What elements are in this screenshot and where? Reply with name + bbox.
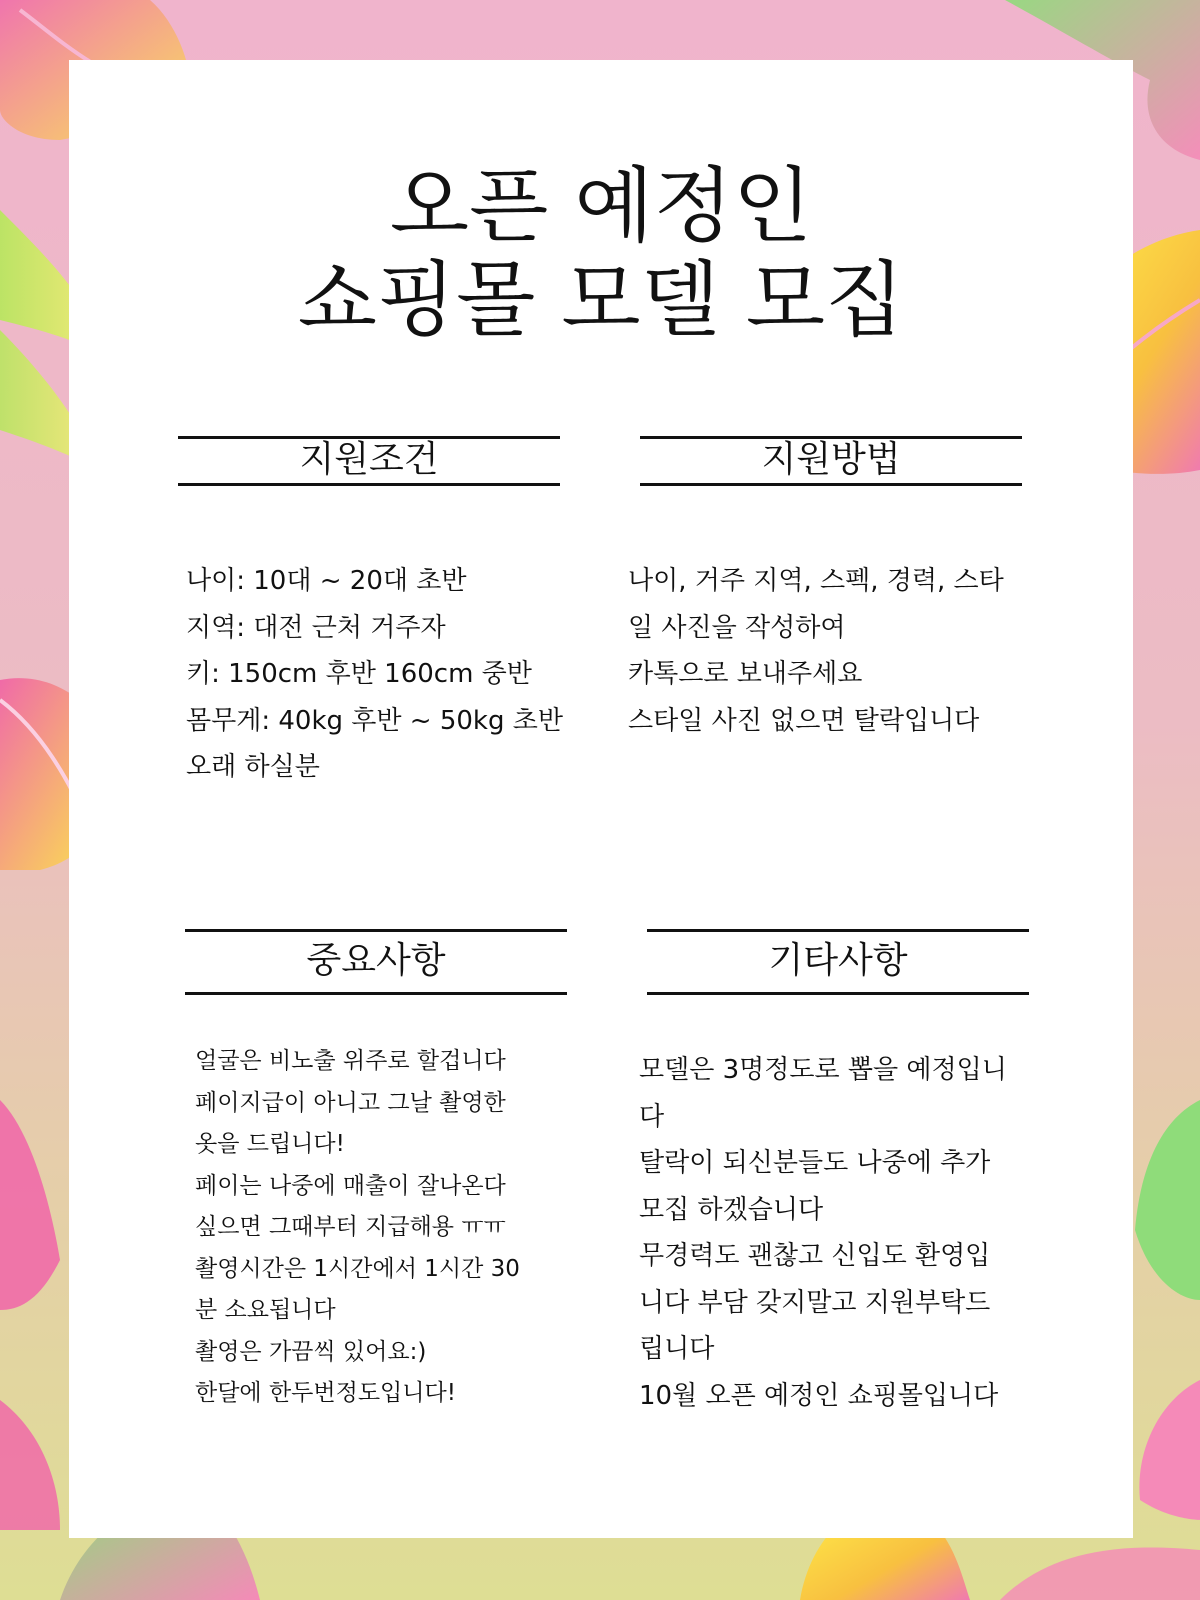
body-line: 옷을 드립니다! — [195, 1131, 345, 1157]
section-heading: 지원조건 — [178, 436, 560, 486]
body-line: 촬영은 가끔씩 있어요:) — [195, 1338, 427, 1365]
title-line-2: 쇼핑몰 모델 모집 — [297, 253, 905, 348]
section-application-method — [628, 436, 1022, 736]
body-line: 10월 오픈 예정인 쇼핑몰입니다 — [639, 1380, 999, 1411]
section-important-notes — [185, 929, 567, 1406]
body-line: 일 사진을 작성하여 — [628, 612, 846, 643]
body-line: 모집 하겠습니다 — [639, 1194, 824, 1225]
body-line: 촬영시간은 1시간에서 1시간 30 — [195, 1255, 520, 1282]
body-line: 페이지급이 아니고 그날 촬영한 — [195, 1089, 506, 1116]
body-line: 한달에 한두번정도입니다! — [195, 1380, 456, 1406]
page-title — [69, 160, 1133, 348]
section-body — [195, 1041, 565, 1415]
body-line: 나이: 10대 ~ 20대 초반 — [186, 566, 467, 596]
section-heading: 지원방법 — [640, 436, 1022, 486]
body-line: 나이, 거주 지역, 스펙, 경력, 스타 — [628, 566, 1004, 596]
body-line: 페이는 나중에 매출이 잘나온다 — [195, 1172, 506, 1199]
body-line: 스타일 사진 없으면 탈락입니다 — [628, 705, 980, 736]
body-line: 다 — [639, 1101, 665, 1132]
section-heading: 중요사항 — [185, 929, 567, 995]
body-line: 키: 150cm 후반 160cm 중반 — [186, 659, 532, 689]
body-line: 얼굴은 비노출 위주로 할겁니다 — [195, 1048, 506, 1074]
body-line: 싶으면 그때부터 지급해용 ㅠㅠ — [195, 1214, 506, 1240]
section-body — [628, 558, 1004, 744]
body-line: 몸무게: 40kg 후반 ~ 50kg 초반 — [186, 705, 563, 736]
section-other-notes — [639, 929, 1029, 1411]
body-line: 카톡으로 보내주세요 — [628, 659, 863, 689]
body-line: 분 소요됩니다 — [195, 1297, 336, 1323]
section-body — [186, 558, 563, 791]
body-line: 모델은 3명정도로 뽑을 예정입니 — [639, 1055, 1007, 1085]
body-line: 립니다 — [639, 1334, 715, 1364]
section-body — [639, 1047, 1009, 1419]
body-line: 탈락이 되신분들도 나중에 추가 — [639, 1148, 991, 1178]
body-line: 니다 부담 갖지말고 지원부탁드 — [639, 1287, 991, 1318]
title-line-1: 오픈 예정인 — [389, 159, 813, 254]
poster-card — [69, 60, 1133, 1538]
section-application-requirements — [178, 436, 563, 782]
body-line: 오래 하실분 — [186, 752, 320, 782]
body-line: 무경력도 괜찮고 신입도 환영입 — [639, 1241, 991, 1271]
section-heading: 기타사항 — [647, 929, 1029, 995]
body-line: 지역: 대전 근처 거주자 — [186, 612, 446, 643]
